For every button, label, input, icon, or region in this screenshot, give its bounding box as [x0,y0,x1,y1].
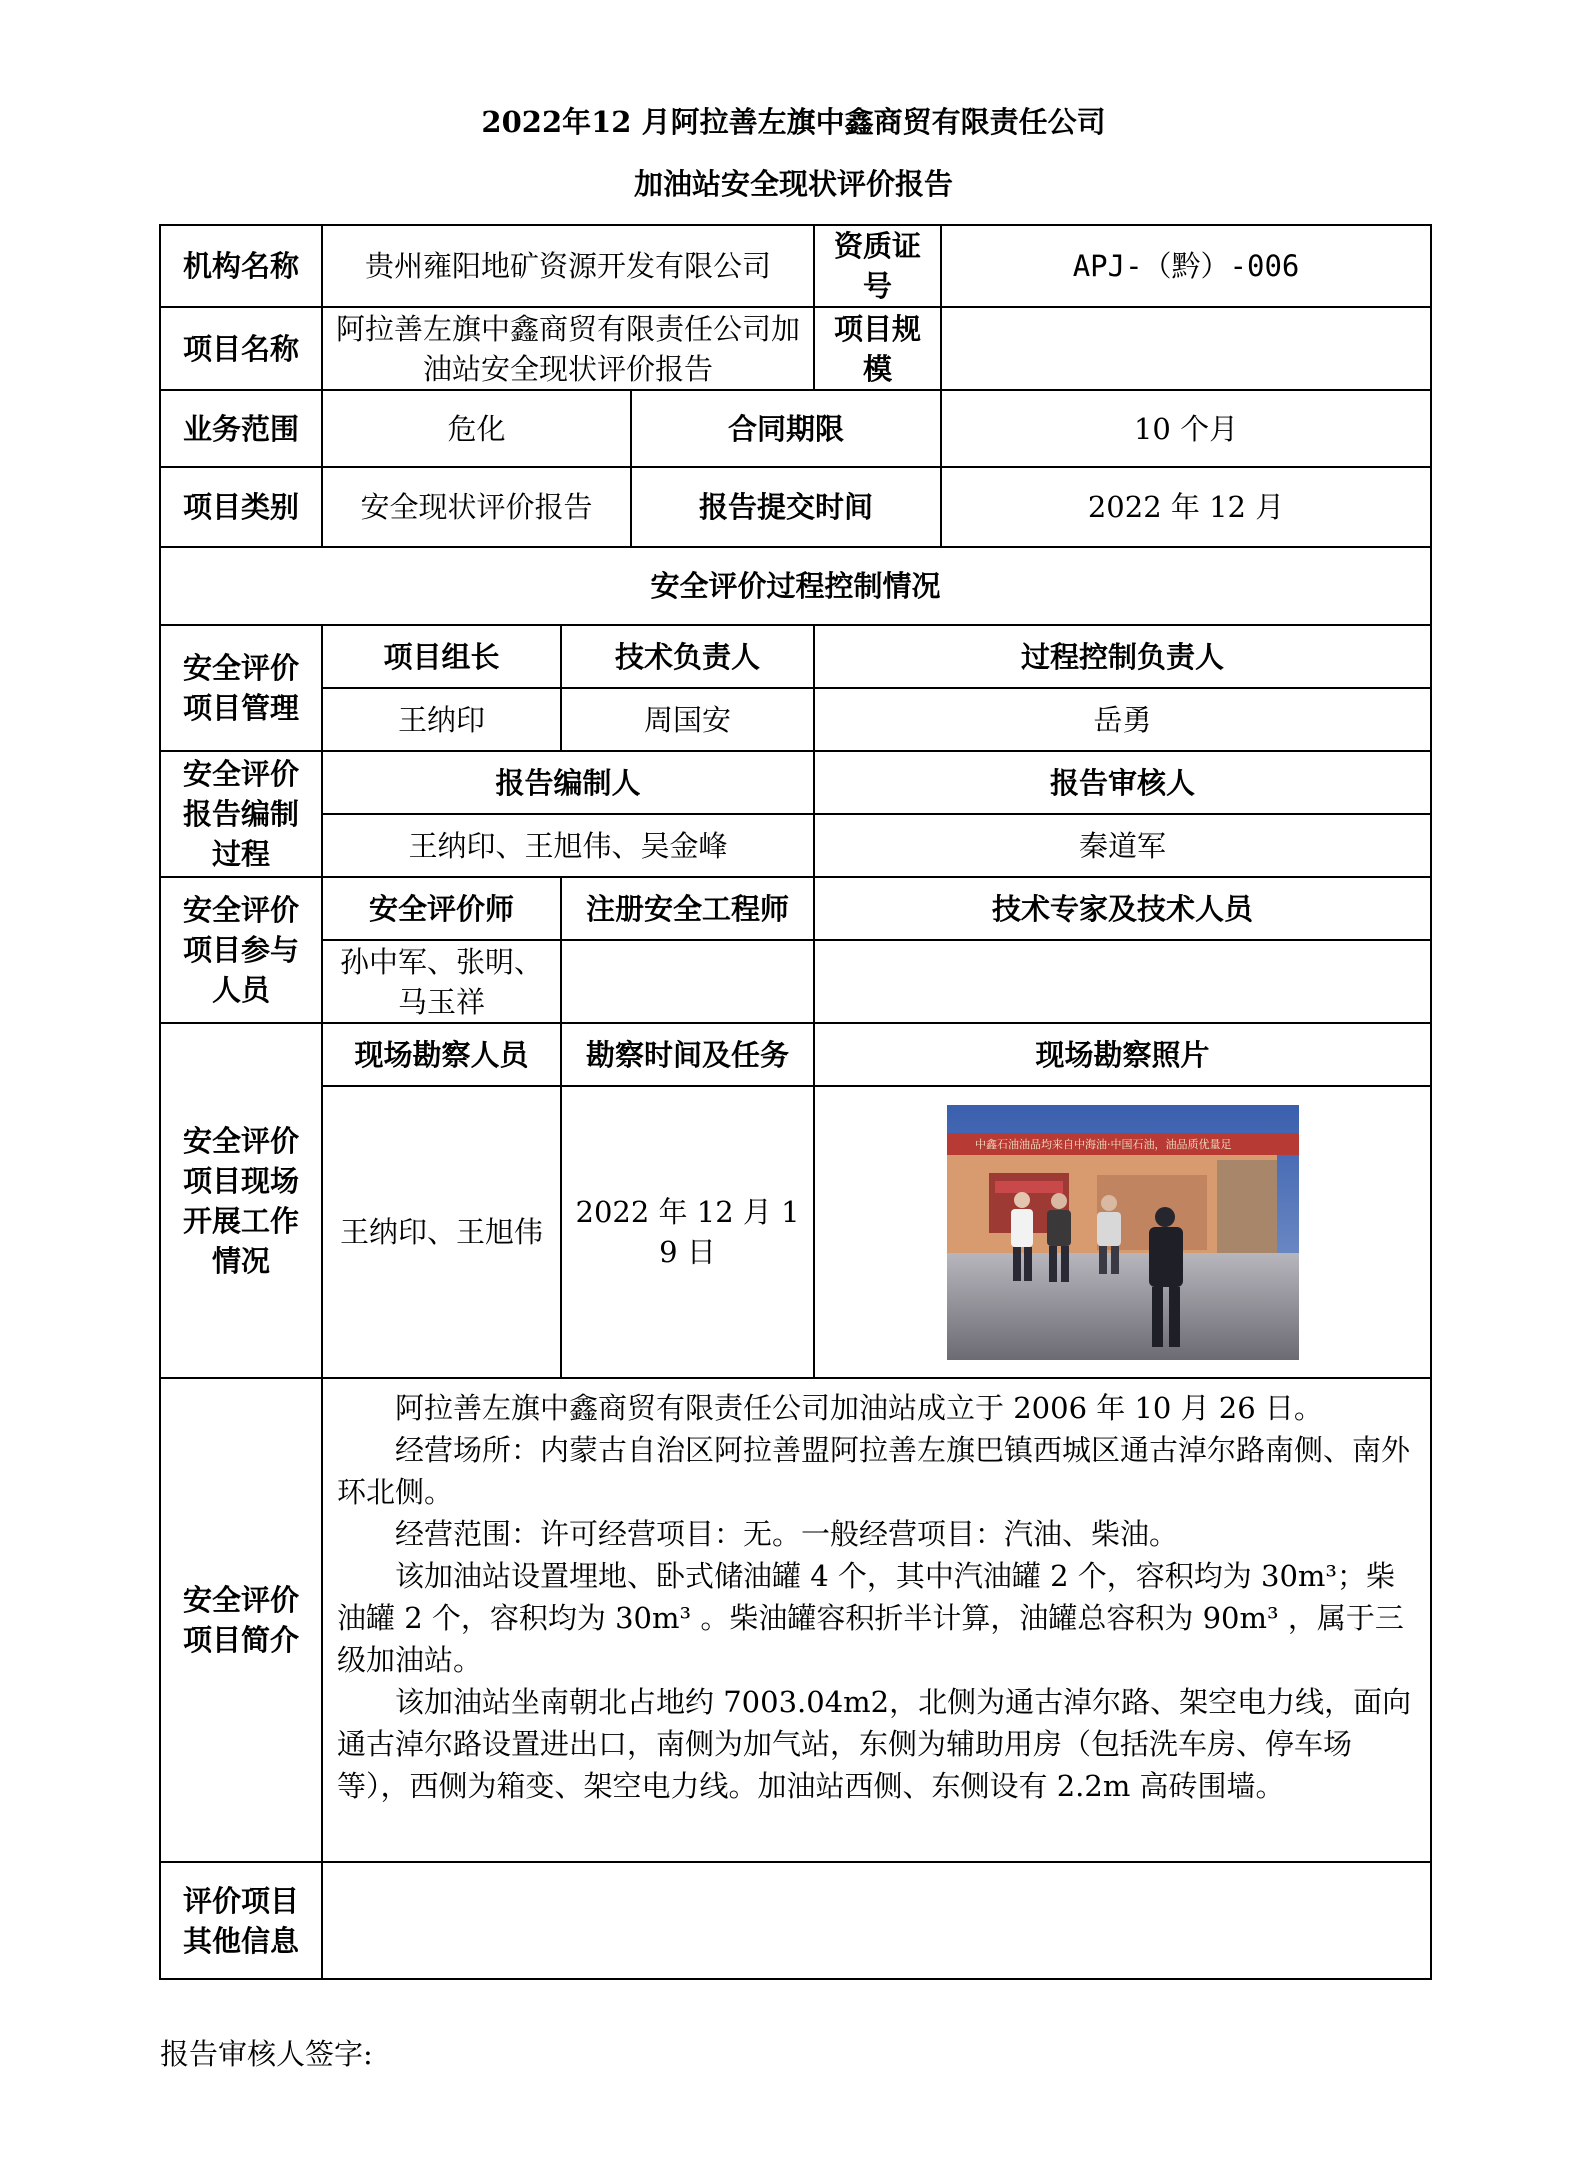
project-scale-value [941,307,1431,390]
label-project-category: 项目类别 [160,467,322,547]
intro-paragraph: 该加油站坐南朝北占地约 7003.04m2，北侧为通古淖尔路、架空电力线，面向通古淖尔路设置进出口，南侧为加气站，东侧为辅助用房（包括洗车房、停车场等），西侧为箱变、架空电力线。加油站西侧、东侧设有 2.2m 高砖围墙。 [337,1685,1412,1803]
report-reviewer-value: 秦道军 [814,814,1431,877]
survey-time-value: 2022 年 12 月 19 日 [561,1086,814,1378]
header-site-photo: 现场勘察照片 [814,1023,1431,1086]
label-business-scope: 业务范围 [160,390,322,467]
tech-lead-value: 周国安 [561,688,814,751]
safety-evaluator-value: 孙中军、张明、马玉祥 [322,940,561,1023]
cert-no-value: APJ-（黔）-006 [941,225,1431,307]
business-scope-value: 危化 [322,390,631,467]
evaluation-table [159,224,1432,1980]
other-info-value [322,1862,1431,1979]
label-cert-no: 资质证号 [814,225,941,307]
intro-paragraph: 该加油站设置埋地、卧式储油罐 4 个，其中汽油罐 2 个，容积均为 30m³；柴油罐 2 个，容积均为 30m³ 。柴油罐容积折半计算，油罐总容积为 90m³ ，属于三级加油站。 [337,1559,1404,1677]
label-report-compile: 安全评价报告编制过程 [160,751,322,877]
label-other-info: 评价项目其他信息 [160,1862,322,1979]
label-contract-period: 合同期限 [631,390,941,467]
header-registered-engineer: 注册安全工程师 [561,877,814,940]
label-submit-time: 报告提交时间 [631,467,941,547]
intro-paragraph: 经营场所：内蒙古自治区阿拉善盟阿拉善左旗巴镇西城区通古淖尔路南侧、南外环北侧。 [337,1433,1411,1509]
label-project-intro: 安全评价项目简介 [160,1378,322,1862]
header-survey-time: 勘察时间及任务 [561,1023,814,1086]
site-staff-value: 王纳印、王旭伟 [322,1086,561,1378]
project-name-value: 阿拉善左旗中鑫商贸有限责任公司加油站安全现状评价报告 [322,307,814,390]
photo-banner-text: 中鑫石油油品均来自中海油·中国石油，油品质优量足 [974,1137,1232,1151]
site-photo-image [947,1105,1299,1360]
header-report-reviewer: 报告审核人 [814,751,1431,814]
site-photo [947,1105,1299,1360]
label-fieldwork: 安全评价项目现场开展工作情况 [160,1023,322,1378]
submit-time-value: 2022 年 12 月 [941,467,1431,547]
label-project-management: 安全评价项目管理 [160,625,322,751]
section-header: 安全评价过程控制情况 [160,547,1431,625]
label-org-name: 机构名称 [160,225,322,307]
header-tech-experts: 技术专家及技术人员 [814,877,1431,940]
project-category-value: 安全现状评价报告 [322,467,631,547]
document-title: 2022年12 月阿拉善左旗中鑫商贸有限责任公司 [481,105,1106,139]
document-subtitle: 加油站安全现状评价报告 [633,167,953,201]
registered-engineer-value [561,940,814,1023]
header-process-lead: 过程控制负责人 [814,625,1431,688]
header-tech-lead: 技术负责人 [561,625,814,688]
intro-paragraph: 阿拉善左旗中鑫商贸有限责任公司加油站成立于 2006 年 10 月 26 日。 [395,1391,1323,1425]
header-report-author: 报告编制人 [322,751,814,814]
report-author-value: 王纳印、王旭伟、吴金峰 [322,814,814,877]
project-intro-text [322,1378,1431,1862]
site-photo-cell [814,1086,1431,1378]
process-lead-value: 岳勇 [814,688,1431,751]
label-project-name: 项目名称 [160,307,322,390]
header-safety-evaluator: 安全评价师 [322,877,561,940]
tech-experts-value [814,940,1431,1023]
header-project-leader: 项目组长 [322,625,561,688]
intro-paragraph: 经营范围：许可经营项目：无。一般经营项目：汽油、柴油。 [395,1517,1179,1551]
label-project-scale: 项目规模 [814,307,941,390]
org-name-value: 贵州雍阳地矿资源开发有限公司 [322,225,814,307]
label-participants: 安全评价项目参与人员 [160,877,322,1023]
reviewer-signature-label: 报告审核人签字: [160,2037,373,2071]
header-site-staff: 现场勘察人员 [322,1023,561,1086]
contract-period-value: 10 个月 [941,390,1431,467]
project-leader-value: 王纳印 [322,688,561,751]
